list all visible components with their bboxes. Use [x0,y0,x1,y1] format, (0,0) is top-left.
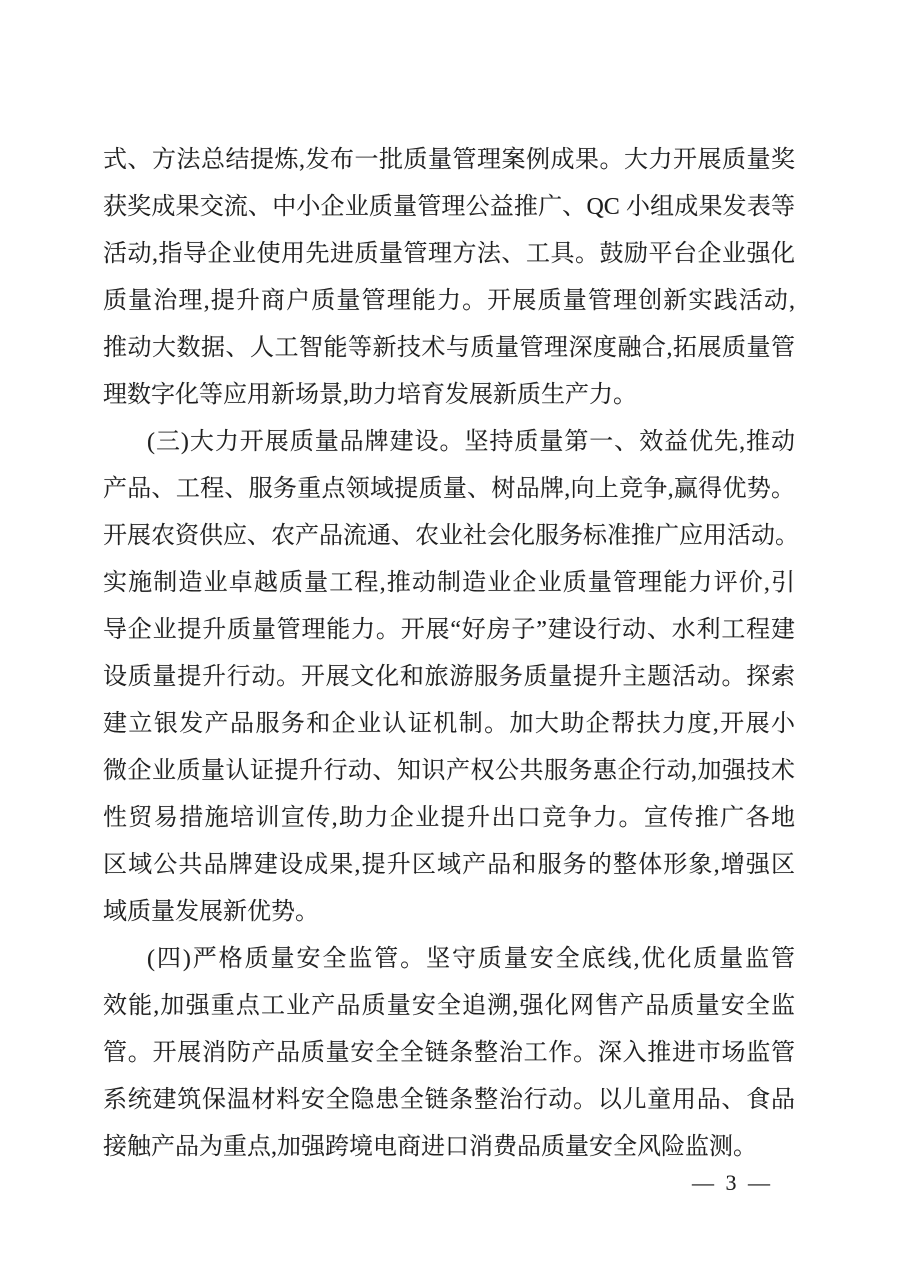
text-line: 性贸易措施培训宣传,助力企业提升出口竞争力。宣传推广各地 [103,805,795,831]
text-line: (四)严格质量安全监管。坚守质量安全底线,优化质量监管 [147,946,795,972]
text-line: 产品、工程、服务重点领域提质量、树品牌,向上竞争,赢得优势。 [103,476,795,502]
text-line: 接触产品为重点,加强跨境电商进口消费品质量安全风险监测。 [103,1134,757,1160]
text-line: 微企业质量认证提升行动、知识产权公共服务惠企行动,加强技术 [103,758,795,784]
text-line: 效能,加强重点工业产品质量安全追溯,强化网售产品质量安全监 [103,993,795,1019]
text-line: 推动大数据、人工智能等新技术与质量管理深度融合,拓展质量管 [103,335,795,361]
paragraph-continuation [103,137,795,419]
paragraph-item-four [103,936,795,1171]
document-body [103,137,799,1171]
text-line: (三)大力开展质量品牌建设。坚持质量第一、效益优先,推动 [147,429,795,455]
text-line: 设质量提升行动。开展文化和旅游服务质量提升主题活动。探索 [103,664,795,690]
text-line: 理数字化等应用新场景,助力培育发展新质生产力。 [103,382,637,408]
text-line: 域质量发展新优势。 [103,899,319,925]
paragraph-item-three [103,419,799,936]
text-line: 开展农资供应、农产品流通、农业社会化服务标准推广应用活动。 [103,523,799,549]
text-line: 导企业提升质量管理能力。开展“好房子”建设行动、水利工程建 [103,617,795,643]
text-line: 式、方法总结提炼,发布一批质量管理案例成果。大力开展质量奖 [103,147,795,173]
text-line: 质量治理,提升商户质量管理能力。开展质量管理创新实践活动, [103,288,795,314]
text-line: 建立银发产品服务和企业认证机制。加大助企帮扶力度,开展小 [103,711,795,737]
text-line: 区域公共品牌建设成果,提升区域产品和服务的整体形象,增强区 [103,852,795,878]
text-line: 活动,指导企业使用先进质量管理方法、工具。鼓励平台企业强化 [103,241,795,267]
text-line: 管。开展消防产品质量安全全链条整治工作。深入推进市场监管 [103,1040,795,1066]
text-line: 实施制造业卓越质量工程,推动制造业企业质量管理能力评价,引 [103,570,795,596]
text-line: 系统建筑保温材料安全隐患全链条整治行动。以儿童用品、食品 [103,1087,795,1113]
page-number: — 3 — [692,1170,773,1195]
text-line: 获奖成果交流、中小企业质量管理公益推广、QC 小组成果发表等 [103,194,795,220]
